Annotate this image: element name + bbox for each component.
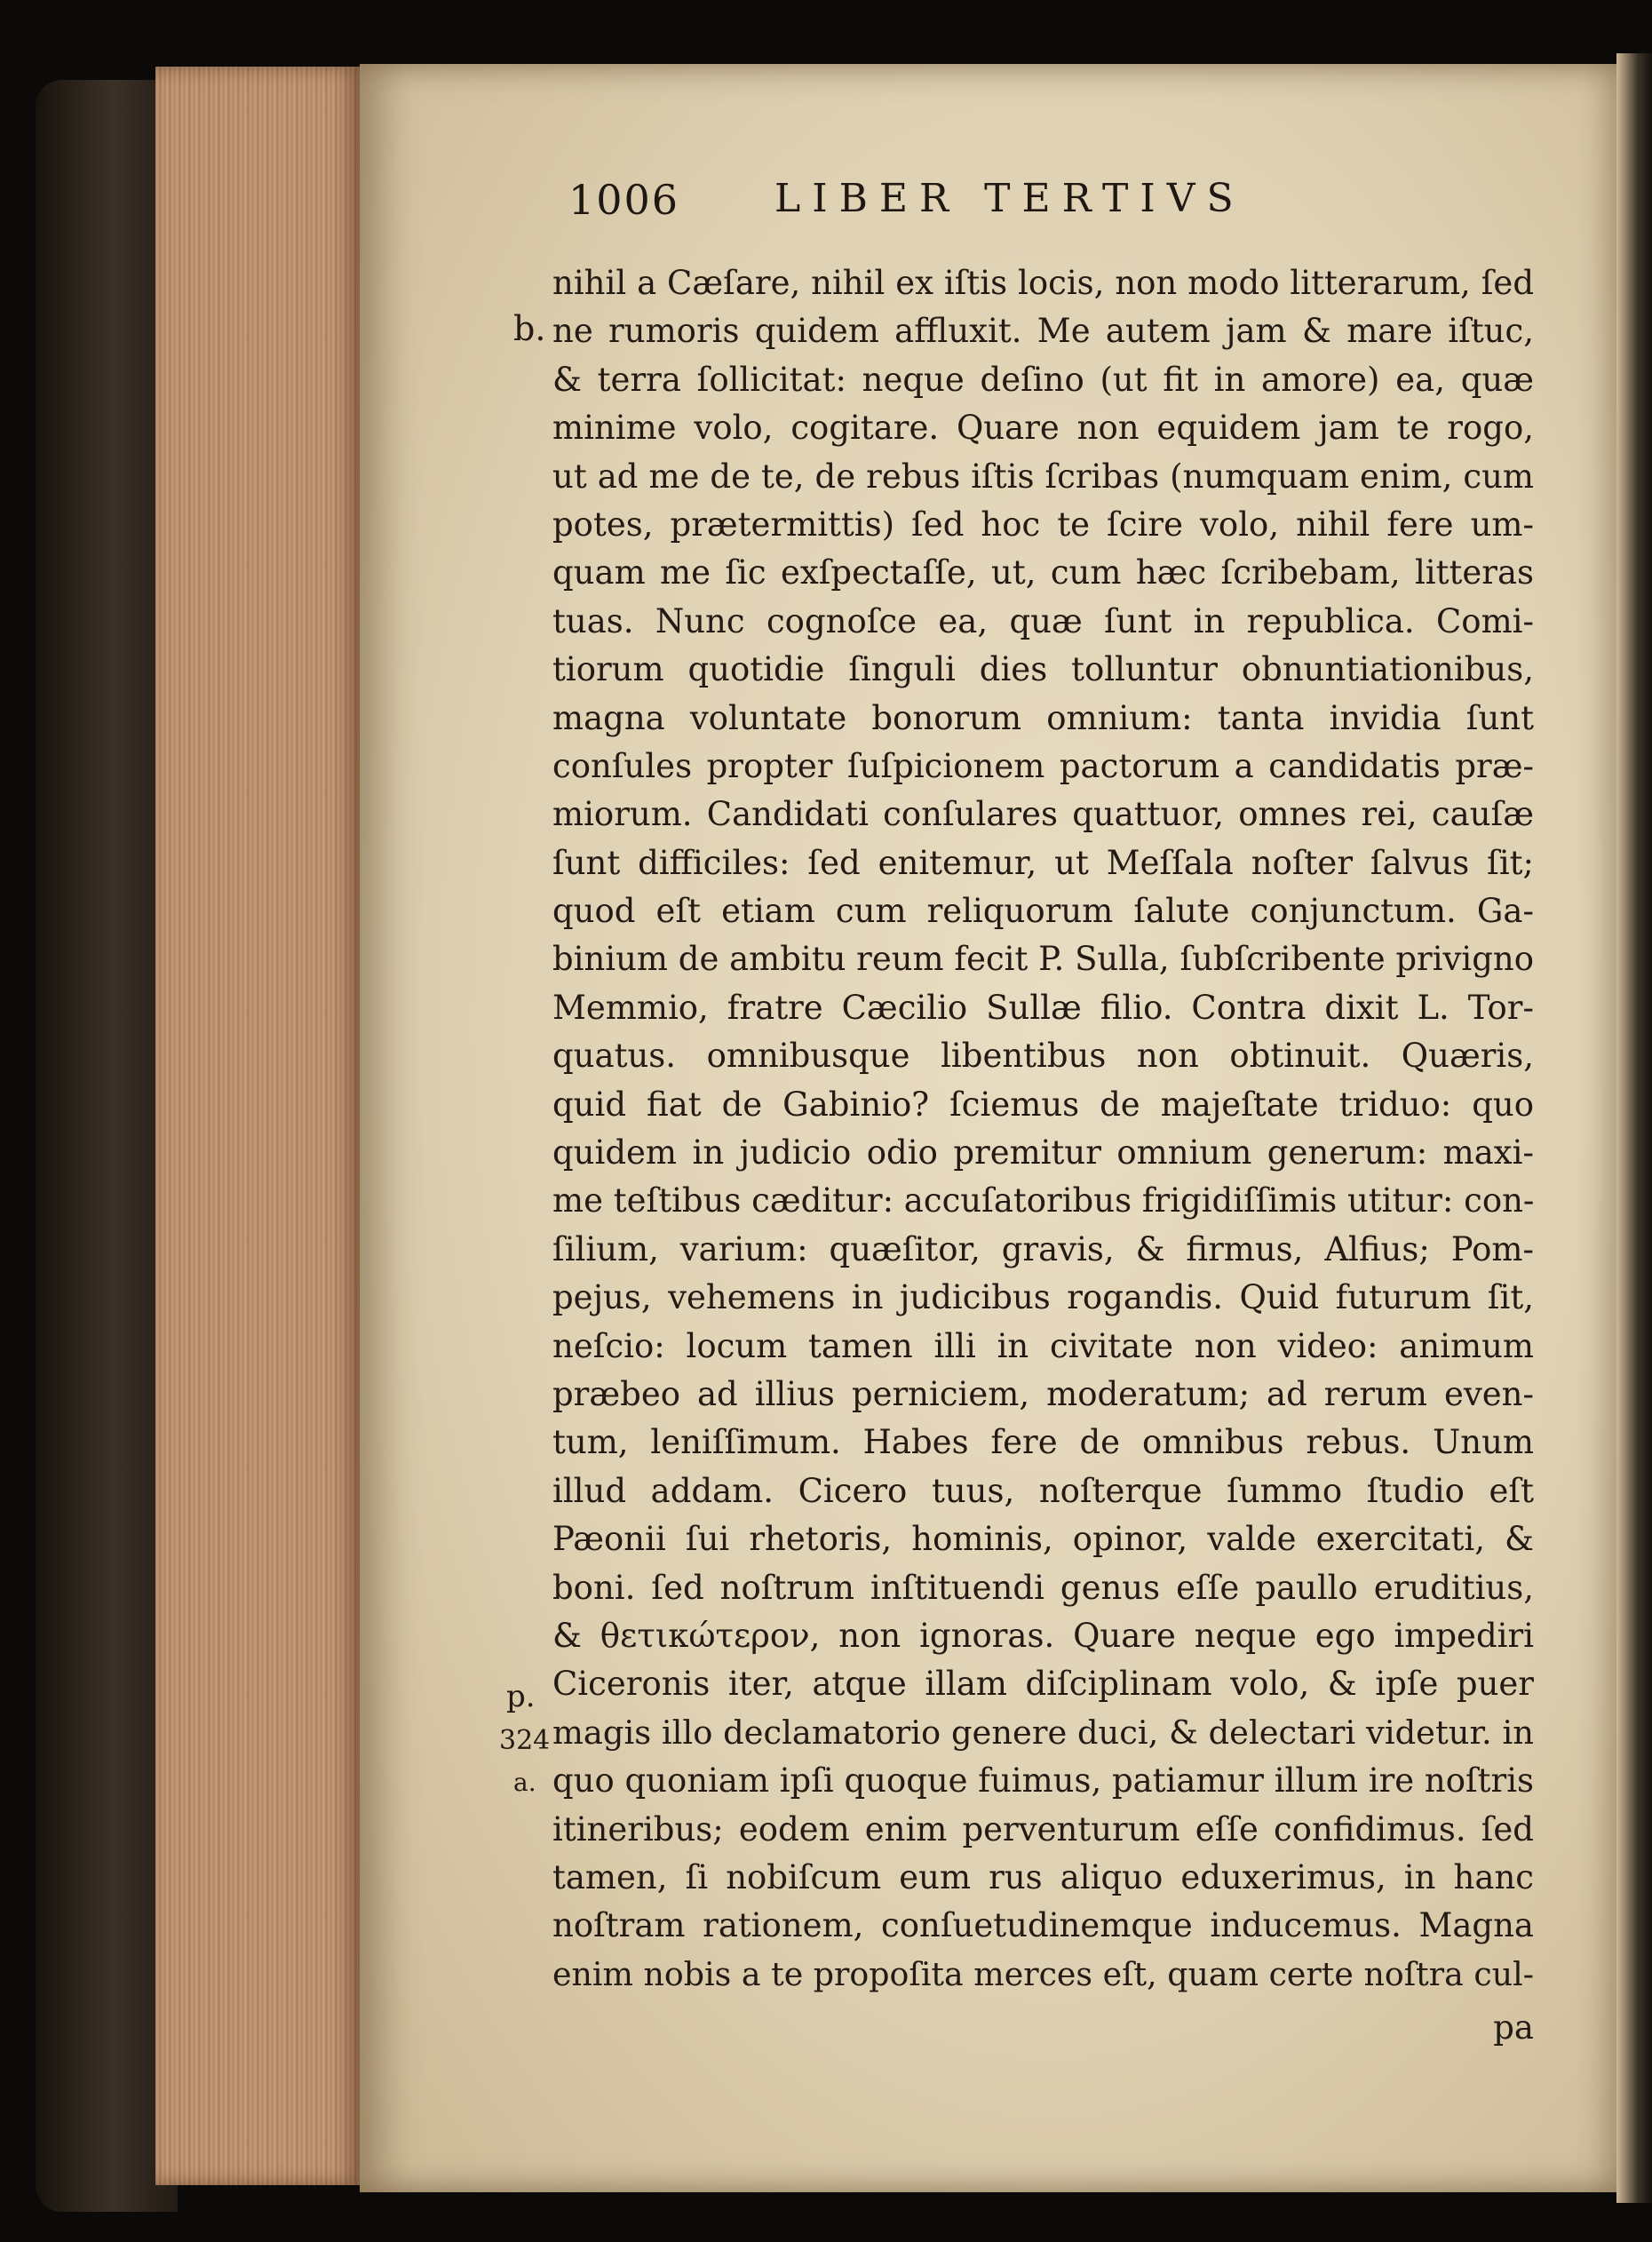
text-line: me teſtibus cæditur: accuſatoribus frigidiſſimis utitur: con- [552,1181,1535,1220]
text-line: præbeo ad illius perniciem, moderatum; ad rerum even- [552,1374,1534,1413]
text-line: Pæonii ſui rhetoris, hominis, opinor, valde exercitati, & [552,1520,1534,1559]
text-line: magis illo declamatorio genere duci, & delectari videtur. in [552,1713,1534,1752]
text-line: tum, leniſſimum. Habes fere de omnibus rebus. Unum [552,1423,1534,1462]
page-number: 1006 [568,176,680,224]
margin-note-page-ref: 324 [499,1725,551,1756]
margin-note-a: a. [513,1768,536,1797]
text-line: ut ad me de te, de rebus iſtis ſcribas (numquam enim, cum [552,457,1534,496]
text-line: & terra ſollicitat: neque deſino (ut fit in amore) ea, quæ [552,360,1534,399]
margin-note-p: p. [506,1679,536,1714]
text-line: quod eſt etiam cum reliquorum ſalute conjunctum. Ga- [552,892,1534,931]
text-line: quam me ſic exſpectaſſe, ut, cum hæc ſcribebam, litteras [552,553,1534,592]
text-line: quid fiat de Gabinio? ſciemus de majeſtate triduo: quo [552,1085,1534,1124]
book-gutter [1616,53,1652,2203]
body-text [552,259,1534,2052]
text-line: tiorum quotidie ſinguli dies tolluntur obnuntiationibus, [552,650,1534,689]
text-line: Ciceronis iter, atque illam diſciplinam volo, & ipſe puer [552,1665,1534,1704]
text-line: conſules propter ſuſpicionem pactorum a candidatis præ- [552,746,1534,785]
text-line: potes, prætermittis) ſed hoc te ſcire volo, nihil fere um- [552,505,1534,544]
text-line: tamen, ſi nobiſcum eum rus aliquo eduxerimus, in hanc [552,1857,1534,1896]
text-line: miorum. Candidati conſulares quattuor, omnes rei, cauſæ [552,795,1534,834]
text-line: ne rumoris quidem affluxit. Me autem jam & mare iſtuc, [552,312,1534,351]
text-line: noſtram rationem, conſuetudinemque inducemus. Magna [552,1906,1534,1945]
text-line: tuas. Nunc cognoſce ea, quæ ſunt in republica. Comi- [552,601,1534,640]
margin-note-b: b. [513,309,546,348]
page-edges-stack [155,67,360,2185]
running-head: LIBER TERTIVS [774,176,1245,221]
text-line: itineribus; eodem enim perventurum eſſe confidimus. ſed [552,1809,1534,1848]
text-line: magna voluntate bonorum omnium: tanta invidia ſunt [552,698,1534,737]
text-line: pejus, vehemens in judicibus rogandis. Quid futurum ſit, [552,1278,1534,1317]
text-line: minime volo, cogitare. Quare non equidem jam te rogo, [552,409,1534,448]
text-line: neſcio: locum tamen illi in civitate non video: animum [552,1326,1534,1365]
text-line: quidem in judicio odio premitur omnium generum: maxi- [552,1133,1534,1173]
text-line: & θετικώτερον, non ignoras. Quare neque ego impediri [552,1616,1534,1655]
text-line: nihil a Cæſare, nihil ex iſtis locis, non modo litterarum, ſed [552,264,1534,302]
text-line: ſilium, varium: quæſitor, gravis, & firmus, Alfius; Pom- [552,1229,1534,1268]
text-line: ſunt difficiles: ſed enitemur, ut Meſſala noſter ſalvus ſit; [552,843,1534,882]
text-line: Memmio, fratre Cæcilio Sullæ filio. Contra dixit L. Tor- [552,988,1534,1027]
text-line: quo quoniam ipſi quoque fuimus, patiamur illum ire noſtris [552,1761,1534,1801]
text-line: illud addam. Cicero tuus, noſterque ſummo ſtudio eſt [552,1471,1534,1510]
text-line: quatus. omnibusque libentibus non obtinuit. Quæris, [552,1037,1534,1076]
text-line: boni. ſed noſtrum inſtituendi genus eſſe paullo eruditius, [552,1568,1534,1607]
text-line: binium de ambitu reum fecit P. Sulla, ſubſcribente privigno [552,940,1534,979]
text-line: enim nobis a te propoſita merces eſt, quam certe noſtra cul- [552,1954,1534,1993]
catchword: pa [1493,2008,1534,2047]
